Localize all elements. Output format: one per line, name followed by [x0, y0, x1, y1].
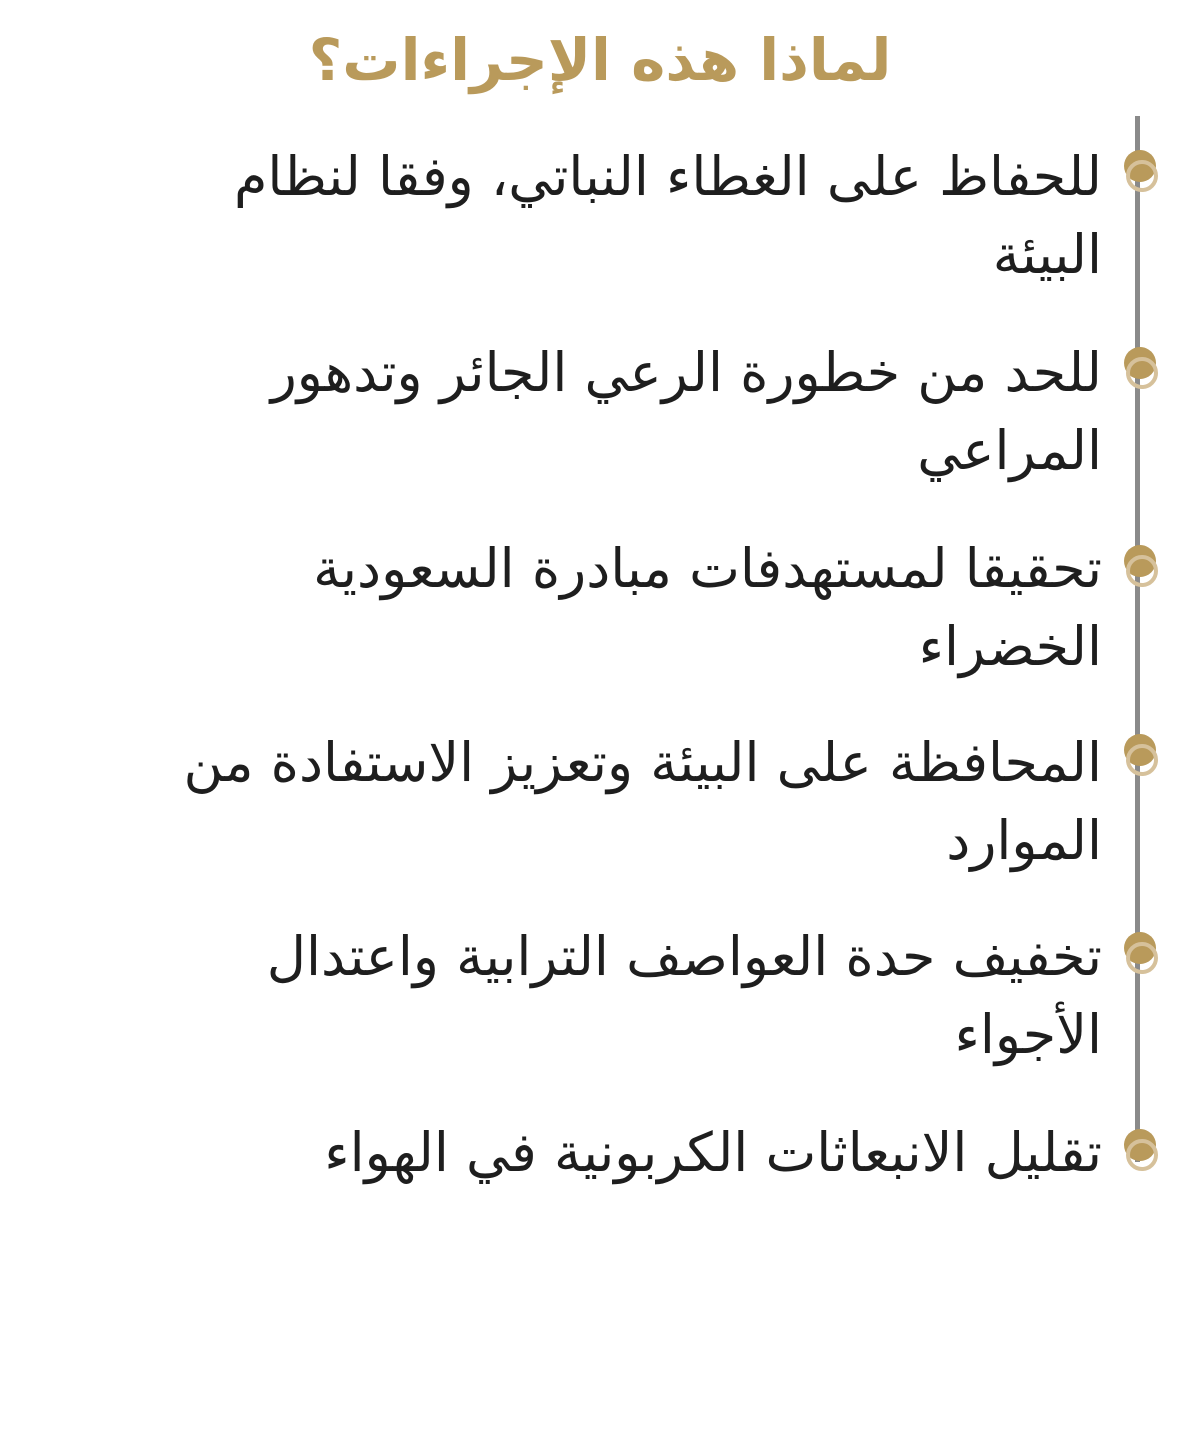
- list-item: [182, 722, 1102, 880]
- bullet-ring: [1126, 1139, 1158, 1171]
- list-item: [182, 916, 1102, 1074]
- list-item: [182, 332, 1102, 490]
- list-item-text: للحد من خطورة الرعي الجائر وتدهور المراعي: [270, 341, 1102, 482]
- list-item-text: المحافظة على البيئة وتعزيز الاستفادة من الموارد: [183, 731, 1102, 872]
- bullet-ring: [1126, 357, 1158, 389]
- bullet-ring: [1126, 160, 1158, 192]
- list-item: [182, 528, 1102, 686]
- gold-dot-icon: [1120, 1127, 1166, 1177]
- gold-dot-icon: [1120, 148, 1166, 198]
- list-item-text: للحفاظ على الغطاء النباتي، وفقا لنظام البيئة: [233, 145, 1102, 286]
- list-item-text: تقليل الانبعاثات الكربونية في الهواء: [324, 1121, 1102, 1184]
- list-item: [182, 136, 1102, 294]
- list-item-text: تحقيقا لمستهدفات مبادرة السعودية الخضراء: [313, 537, 1102, 678]
- gold-dot-icon: [1120, 543, 1166, 593]
- gold-dot-icon: [1120, 930, 1166, 980]
- bullet-ring: [1126, 555, 1158, 587]
- list-item: [182, 1112, 1102, 1192]
- timeline-line: [1135, 116, 1140, 1162]
- bullet-ring: [1126, 942, 1158, 974]
- gold-dot-icon: [1120, 732, 1166, 782]
- page-title: لماذا هذه الإجراءات؟: [308, 26, 892, 94]
- list-item-text: تخفيف حدة العواصف الترابية واعتدال الأجواء: [266, 925, 1102, 1066]
- gold-dot-icon: [1120, 345, 1166, 395]
- bullet-ring: [1126, 744, 1158, 776]
